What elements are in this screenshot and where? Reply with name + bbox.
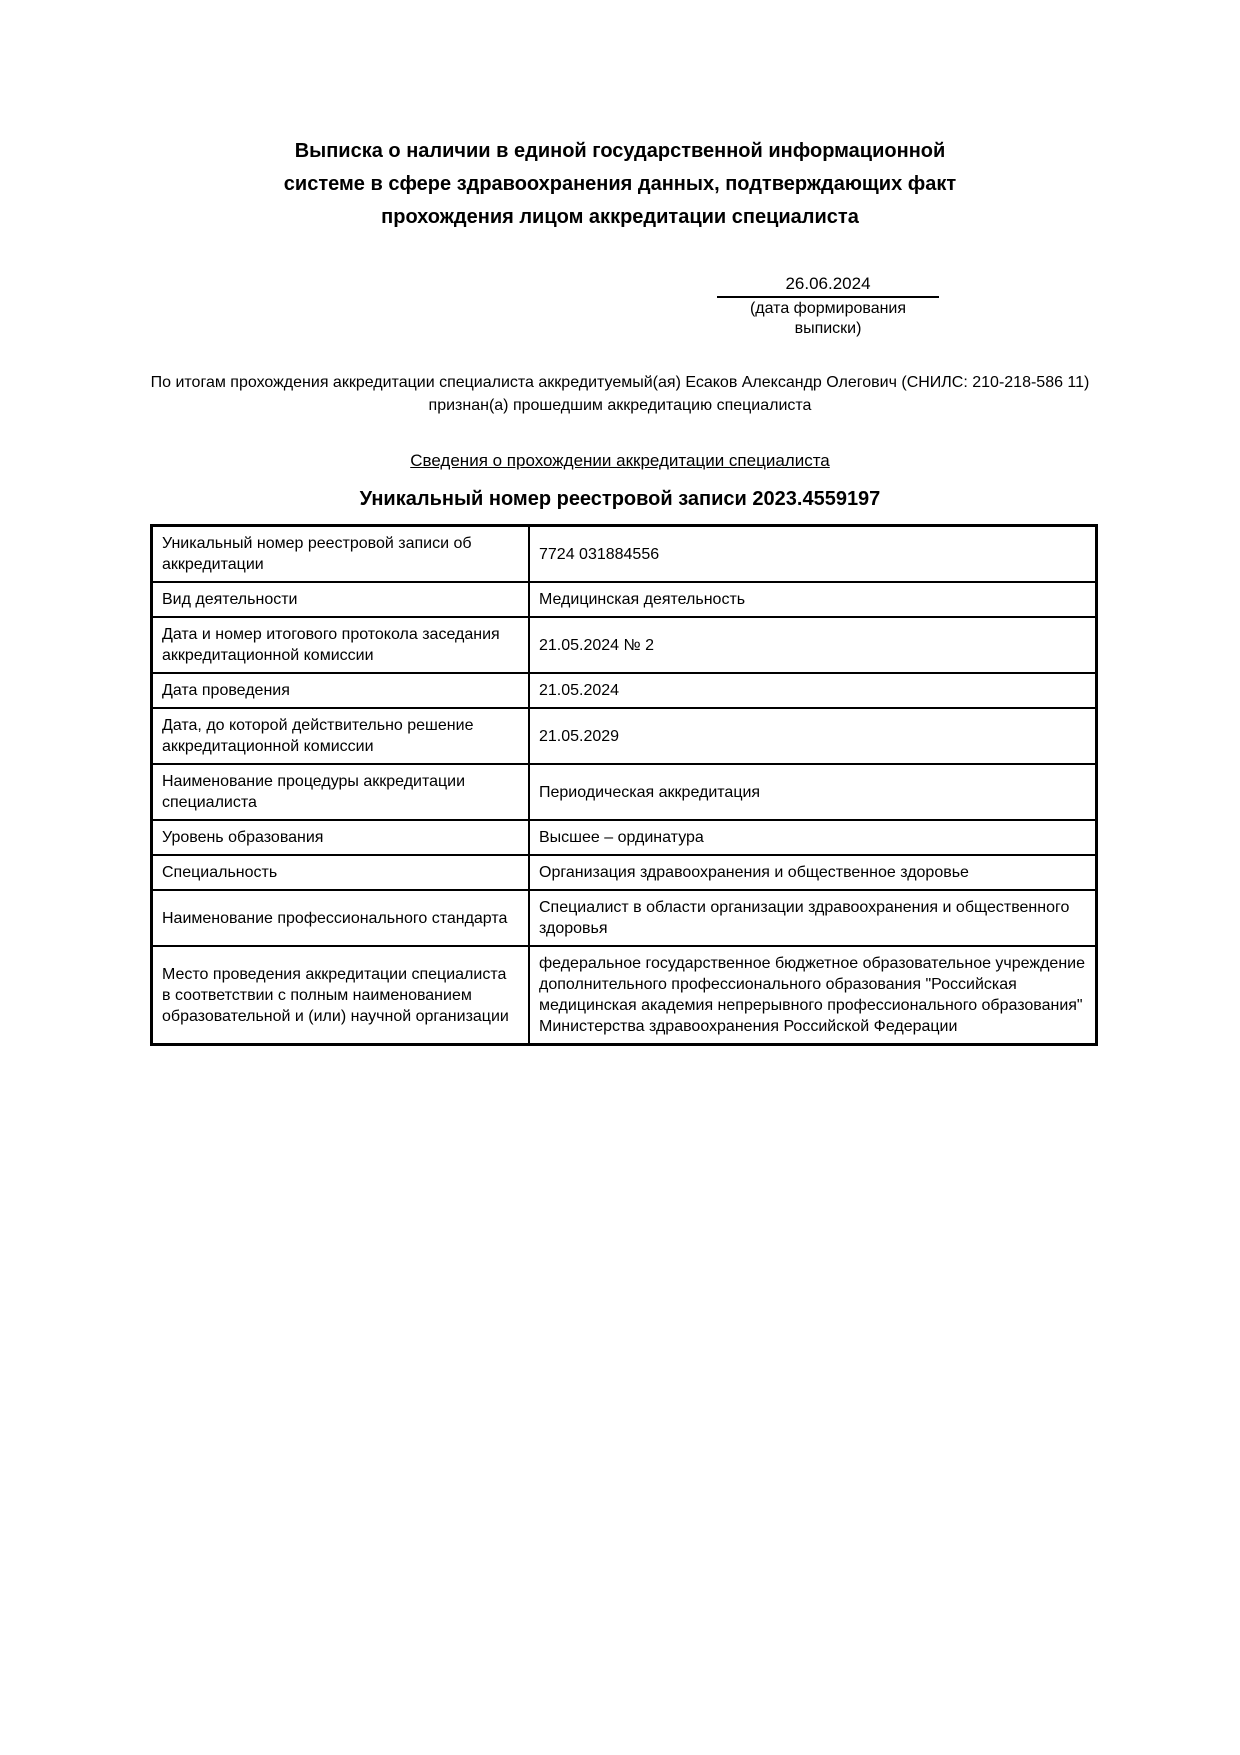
table-row bbox=[152, 820, 1097, 855]
row-label: Дата проведения bbox=[152, 673, 530, 708]
row-label: Специальность bbox=[152, 855, 530, 890]
table-row bbox=[152, 617, 1097, 673]
accreditation-table bbox=[150, 524, 1098, 1046]
section-heading: Сведения о прохождении аккредитации специалиста bbox=[410, 451, 830, 470]
row-label: Наименование процедуры аккредитации специалиста bbox=[152, 764, 530, 820]
table-row bbox=[152, 855, 1097, 890]
registry-record-heading: Уникальный номер реестровой записи 2023.4559197 bbox=[359, 488, 881, 510]
row-value: федеральное государственное бюджетное образовательное учреждение дополнительного профессионального образования "Российская медицинская академия непрерывного профессионального образования" Министерства здравоохранения Российской Федерации bbox=[529, 946, 1097, 1045]
intro-paragraph: По итогам прохождения аккредитации специалиста аккредитуемый(ая) Есаков Александр Олегович (СНИЛС: 210-218-586 11) признан(а) прошедшим аккредитацию специалиста bbox=[150, 374, 1090, 414]
extract-date-block bbox=[717, 274, 939, 339]
row-value: Организация здравоохранения и общественное здоровье bbox=[529, 855, 1097, 890]
table-row bbox=[152, 673, 1097, 708]
row-label: Дата и номер итогового протокола заседания аккредитационной комиссии bbox=[152, 617, 530, 673]
row-value: Периодическая аккредитация bbox=[529, 764, 1097, 820]
extract-date: 26.06.2024 bbox=[717, 274, 939, 298]
extract-date-caption: (дата формирования выписки) bbox=[749, 300, 907, 337]
row-label: Наименование профессионального стандарта bbox=[152, 890, 530, 946]
row-value: Высшее – ординатура bbox=[529, 820, 1097, 855]
row-value: Специалист в области организации здравоохранения и общественного здоровья bbox=[529, 890, 1097, 946]
row-value: 7724 031884556 bbox=[529, 526, 1097, 583]
row-label: Уникальный номер реестровой записи об аккредитации bbox=[152, 526, 530, 583]
row-label: Дата, до которой действительно решение аккредитационной комиссии bbox=[152, 708, 530, 764]
row-value: 21.05.2024 bbox=[529, 673, 1097, 708]
document-title-line: Выписка о наличии в единой государственной информационной bbox=[294, 140, 946, 162]
row-value: 21.05.2029 bbox=[529, 708, 1097, 764]
row-label: Место проведения аккредитации специалиста в соответствии с полным наименованием образовательной и (или) научной организации bbox=[152, 946, 530, 1045]
row-value: Медицинская деятельность bbox=[529, 582, 1097, 617]
table-row bbox=[152, 764, 1097, 820]
row-label: Уровень образования bbox=[152, 820, 530, 855]
table-row bbox=[152, 890, 1097, 946]
table-row bbox=[152, 708, 1097, 764]
row-label: Вид деятельности bbox=[152, 582, 530, 617]
document-title-line: системе в сфере здравоохранения данных, подтверждающих факт bbox=[283, 173, 957, 195]
row-value: 21.05.2024 № 2 bbox=[529, 617, 1097, 673]
document-title-line: прохождения лицом аккредитации специалиста bbox=[381, 206, 859, 228]
document-title bbox=[270, 0, 970, 234]
table-row bbox=[152, 946, 1097, 1045]
table-row bbox=[152, 582, 1097, 617]
table-row bbox=[152, 526, 1097, 583]
